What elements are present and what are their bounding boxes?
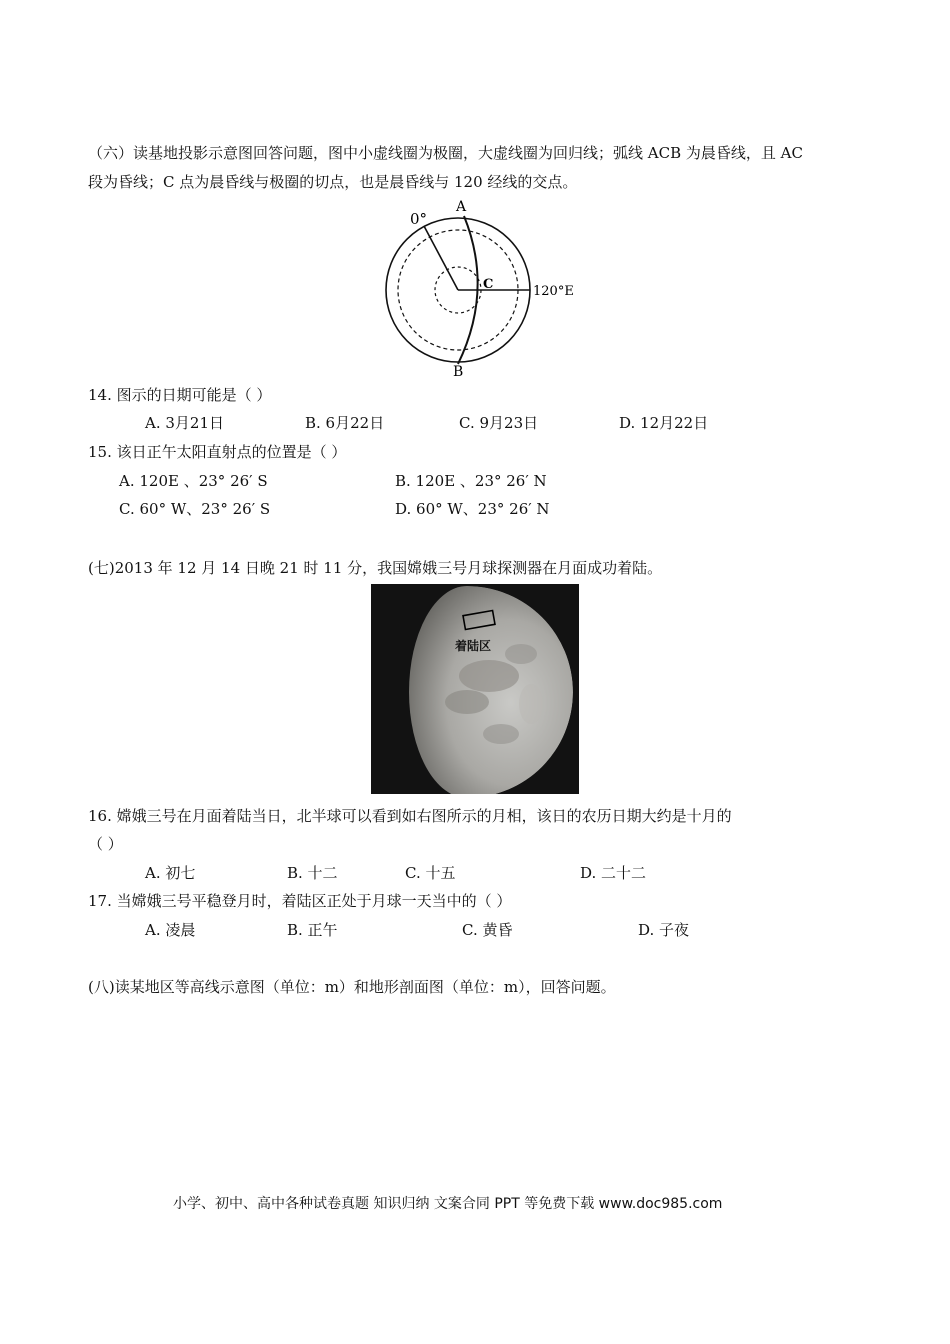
q17-option-b: B. 正午	[287, 921, 338, 939]
q16-stem: 16. 嫦娥三号在月面着陆当日，北半球可以看到如右图所示的月相，该日的农历日期大约是十月的	[88, 807, 732, 825]
q16-paren: （ ）	[88, 835, 123, 853]
q17-option-c: C. 黄昏	[462, 921, 513, 939]
q14-option-d: D. 12月22日	[619, 414, 709, 432]
q14-option-a: A. 3月21日	[145, 414, 224, 432]
q16-option-d: D. 二十二	[580, 864, 647, 882]
page-footer: 小学、初中、高中各种试卷真题 知识归纳 文案合同 PPT 等免费下载 www.doc985.com	[173, 1196, 723, 1212]
meridian-0	[424, 226, 458, 290]
label-a: A	[456, 199, 467, 215]
section8-intro: (八)读某地区等高线示意图（单位：m）和地形剖面图（单位：m），回答问题。	[88, 978, 616, 996]
q14-stem: 14. 图示的日期可能是（ ）	[88, 386, 272, 404]
q17-stem: 17. 当嫦娥三号平稳登月时，着陆区正处于月球一天当中的（ ）	[88, 892, 512, 910]
section6-intro-line2: 段为昏线；C 点为晨昏线与极圈的切点，也是晨昏线与 120 经线的交点。	[88, 173, 578, 191]
label-0: 0°	[410, 210, 428, 228]
label-120e: 120°E	[533, 284, 574, 299]
q17-option-a: A. 凌晨	[145, 921, 196, 939]
section7-intro: (七)2013 年 12 月 14 日晚 21 时 11 分，我国嫦娥三号月球探测器在月面成功着陆。	[88, 559, 663, 577]
q15-option-d: D. 60° W、23° 26′ N	[395, 500, 550, 518]
landing-zone-label: 着陆区	[455, 639, 492, 653]
label-c: C	[483, 277, 494, 292]
moon-phase-photo	[371, 584, 579, 794]
q15-option-b: B. 120E 、23° 26′ N	[395, 472, 547, 490]
q15-stem: 15. 该日正午太阳直射点的位置是（ ）	[88, 443, 347, 461]
section6-intro-line1: （六）读基地投影示意图回答问题，图中小虚线圈为极圈，大虚线圈为回归线；弧线 ACB 为晨昏线，且 AC	[88, 144, 803, 162]
q15-option-a: A. 120E 、23° 26′ S	[119, 472, 268, 490]
q16-option-a: A. 初七	[145, 864, 196, 882]
q14-option-c: C. 9月23日	[459, 414, 539, 432]
q17-option-d: D. 子夜	[638, 921, 690, 939]
q15-option-c: C. 60° W、23° 26′ S	[119, 500, 271, 518]
q14-option-b: B. 6月22日	[305, 414, 385, 432]
polar-projection-diagram	[370, 198, 580, 380]
label-b: B	[453, 364, 464, 380]
q16-option-c: C. 十五	[405, 864, 456, 882]
q16-option-b: B. 十二	[287, 864, 338, 882]
